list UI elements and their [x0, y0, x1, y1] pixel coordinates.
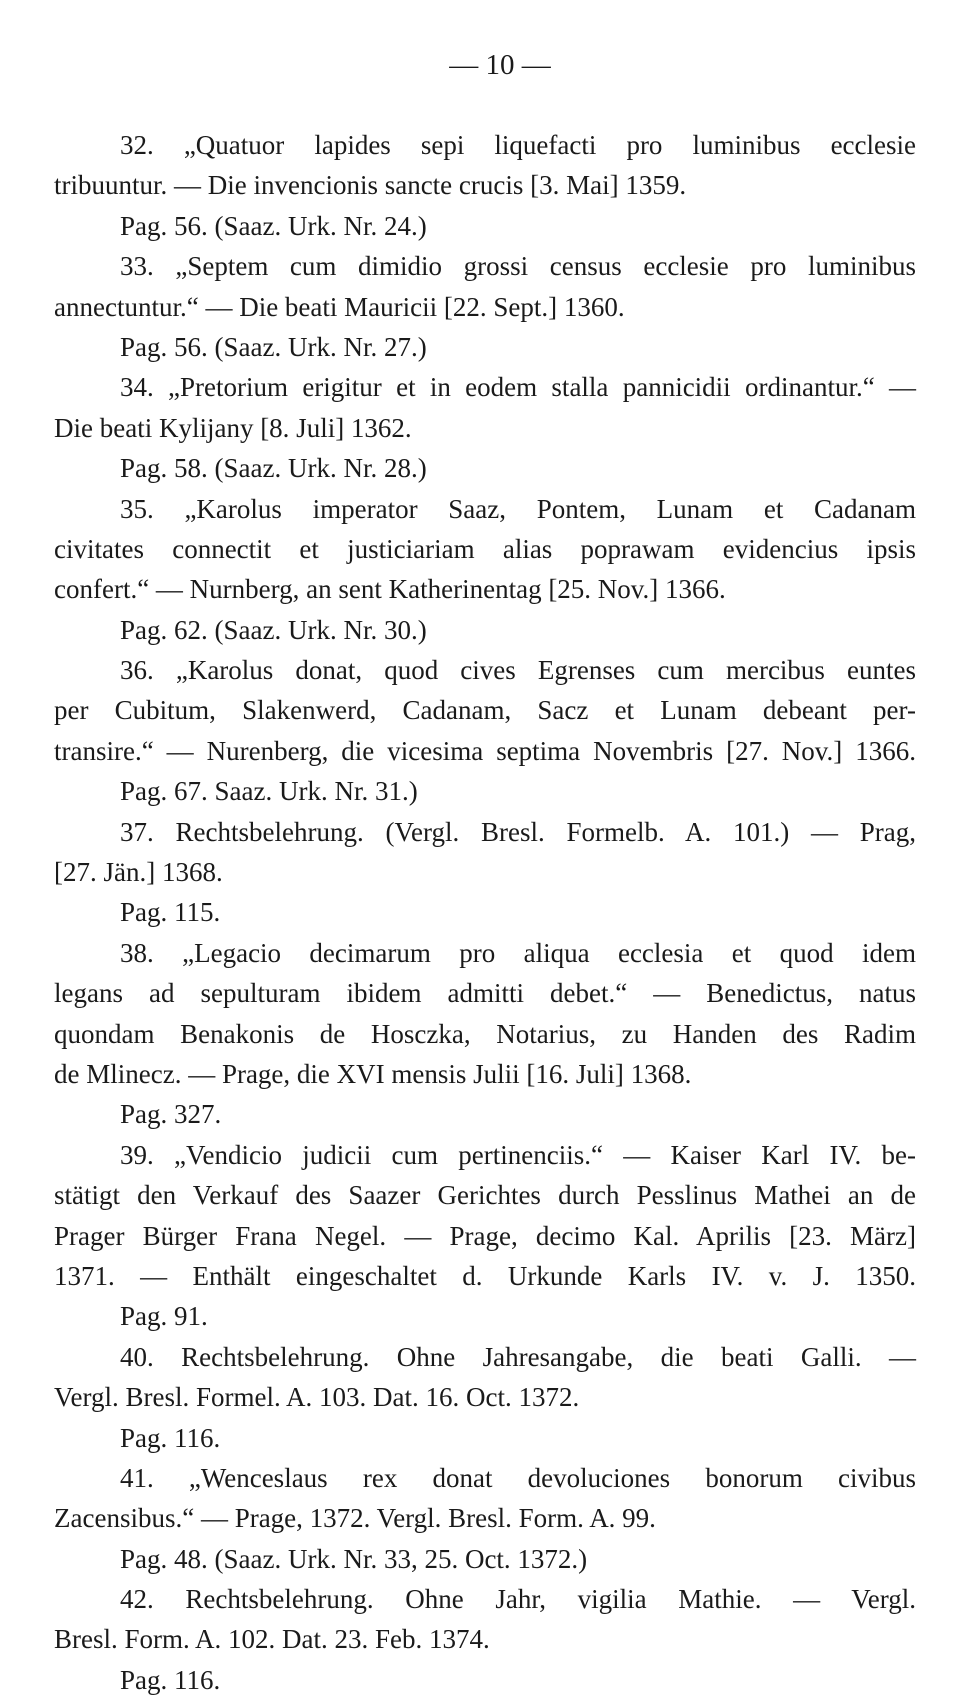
text-line: 42. Rechtsbelehrung. Ohne Jahr, vigilia Mathie. — Vergl. — [120, 1584, 916, 1615]
text-line: civitates connectit et justiciariam alias poprawam evidencius ipsis — [54, 533, 916, 564]
text-line: 32. „Quatuor lapides sepi liquefacti pro luminibus ecclesie — [120, 130, 916, 160]
text-line: Pag. 116. — [120, 1664, 221, 1695]
text-line: Pag. 327. — [120, 1099, 222, 1130]
text-line: 38. „Legacio decimarum pro aliqua ecclesia et quod idem — [120, 937, 916, 968]
text-line: Prager Bürger Frana Negel. — Prage, decimo Kal. Aprilis [23. März] — [54, 1220, 916, 1251]
text-line: annectuntur.“ — Die beati Mauricii [22. Sept.] 1360. — [54, 291, 625, 322]
entry — [54, 489, 916, 651]
entry — [54, 125, 916, 246]
text-line: confert.“ — Nurnberg, an sent Katherinentag [25. Nov.] 1366. — [54, 574, 726, 605]
text-line: Bresl. Form. A. 102. Dat. 23. Feb. 1374. — [54, 1624, 490, 1655]
text-line: Pag. 115. — [120, 897, 221, 928]
text-line: 36. „Karolus donat, quod cives Egrenses cum mercibus euntes — [120, 655, 916, 686]
text-line: 1371. — Enthält eingeschaltet d. Urkunde Karls IV. v. J. 1350. — [54, 1260, 916, 1291]
page-number: — 10 — — [449, 49, 551, 81]
text-line: 40. Rechtsbelehrung. Ohne Jahresangabe, die beati Galli. — — [120, 1341, 916, 1372]
text-line: quondam Benakonis de Hosczka, Notarius, zu Handen des Radim — [54, 1018, 916, 1049]
entry — [54, 246, 916, 367]
text-line: Pag. 48. (Saaz. Urk. Nr. 33, 25. Oct. 1372.) — [120, 1543, 588, 1574]
text-line: per Cubitum, Slakenwerd, Cadanam, Sacz et Lunam debeant per- — [54, 695, 916, 726]
entry — [54, 1579, 916, 1700]
text-line: Pag. 56. (Saaz. Urk. Nr. 24.) — [120, 210, 427, 241]
text-line: stätigt den Verkauf des Saazer Gerichtes durch Pesslinus Mathei an de — [54, 1180, 916, 1211]
entry — [54, 1337, 916, 1458]
text-line: Zacensibus.“ — Prage, 1372. Vergl. Bresl. Form. A. 99. — [54, 1503, 656, 1534]
text-line: Pag. 116. — [120, 1422, 221, 1453]
text-line: Pag. 58. (Saaz. Urk. Nr. 28.) — [120, 453, 427, 484]
text-line: legans ad sepulturam ibidem admitti debet.“ — Benedictus, natus — [54, 978, 916, 1009]
text-line: [27. Jän.] 1368. — [54, 857, 223, 888]
text-line: Pag. 62. (Saaz. Urk. Nr. 30.) — [120, 614, 427, 645]
text-line: Pag. 67. Saaz. Urk. Nr. 31.) — [120, 776, 418, 807]
entry — [54, 933, 916, 1135]
entry — [54, 1135, 916, 1337]
entry — [54, 812, 916, 933]
text-line: 33. „Septem cum dimidio grossi census ecclesie pro luminibus — [120, 251, 916, 282]
text-line: de Mlinecz. — Prage, die XVI mensis Julii [16. Juli] 1368. — [54, 1058, 692, 1089]
text-line: Die beati Kylijany [8. Juli] 1362. — [54, 412, 412, 443]
text-line: 37. Rechtsbelehrung. (Vergl. Bresl. Formelb. A. 101.) — Prag, — [120, 816, 916, 847]
text-line: 35. „Karolus imperator Saaz, Pontem, Lunam et Cadanam — [120, 493, 916, 524]
entry-list — [54, 125, 916, 1700]
text-line: Vergl. Bresl. Formel. A. 103. Dat. 16. Oct. 1372. — [54, 1382, 580, 1413]
document-page — [54, 40, 916, 1700]
entry — [54, 367, 916, 488]
text-line: 41. „Wenceslaus rex donat devoluciones bonorum civibus — [120, 1462, 916, 1493]
text-line: Pag. 56. (Saaz. Urk. Nr. 27.) — [120, 331, 427, 362]
text-line: 39. „Vendicio judicii cum pertinenciis.“ — Kaiser Karl IV. be- — [120, 1139, 916, 1170]
text-line: 34. „Pretorium erigitur et in eodem stalla pannicidii ordinantur.“ — — [120, 372, 916, 403]
entry — [54, 1458, 916, 1579]
text-line: tribuuntur. — Die invencionis sancte crucis [3. Mai] 1359. — [54, 170, 687, 201]
text-line: Pag. 91. — [120, 1301, 208, 1332]
text-line: transire.“ — Nurenberg, die vicesima septima Novembris [27. Nov.] 1366. — [54, 735, 916, 766]
entry — [54, 650, 916, 812]
